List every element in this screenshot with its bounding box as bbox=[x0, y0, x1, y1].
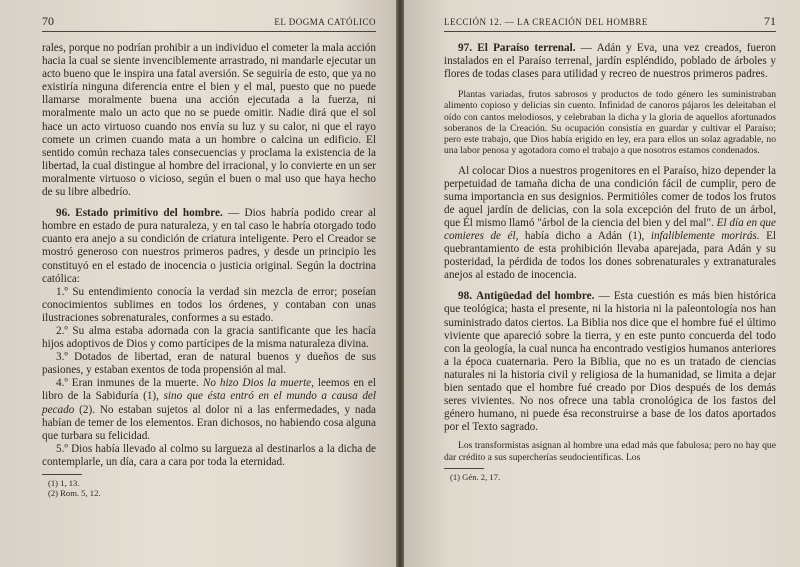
section-98 bbox=[444, 290, 776, 434]
section-96-number: 96. bbox=[56, 207, 70, 220]
section-98-title: Antigüedad del hombre. bbox=[476, 290, 595, 303]
paragraph-part-a: Al colocar Dios a nuestros progenitores en el Paraíso, hizo depender la perpetuidad de tamaña dicha de una condición fácil de cumplir, pero de suma importancia en sus designios. Permitióles comer de todos los frutos de aquel jardín de delicias, con la sola excepción del fruto de un árbol, que Él mismo llamó "árbol de la ciencia del bien y del mal". bbox=[444, 164, 776, 229]
paragraph-part-e: El quebrantamiento de esta prohibición llevaba aparejada, para Adán y su posteridad, la pérdida de todos los dones sobrenaturales y extranaturales anejos al estado de inocencia. bbox=[444, 229, 777, 282]
list-item-4-lead: 4.º Eran inmunes de la muerte. bbox=[56, 377, 203, 390]
right-page bbox=[404, 0, 800, 567]
list-item-2: 2.º Su alma estaba adornada con la gracia santificante que les hacía hijos adoptivos de Dios y como partícipes de la misma naturaleza divina. bbox=[42, 324, 376, 351]
left-running-head bbox=[42, 14, 376, 32]
left-footnote-1: (1) 1, 13. bbox=[48, 478, 80, 488]
right-footnote-rule bbox=[444, 468, 484, 469]
section-97 bbox=[444, 42, 776, 81]
list-item-4-tail: (2). No estaban sujetos al dolor ni a las enfermedades, y nada habían de temer de los elementos. Eran dichosos, no habiendo cosa alguna que turbara su felicidad. bbox=[42, 403, 376, 442]
section-96-title: Estado primitivo del hombre. bbox=[75, 207, 223, 220]
right-page-number: 71 bbox=[764, 14, 776, 28]
right-running-head bbox=[444, 14, 776, 32]
left-intro-paragraph: rales, porque no podrían prohibir a un individuo el cometer la mala acción hacia la cual se siente invenciblemente arrastrado, ni mandarle ejecutar un acto bueno que le inspira una fatal aversión. Se seguiría de esto, que ya no existiría ninguna diferencia entre el bien y el mal, puesto que no puede llamarse moralmente buena una acción ejecutada a la fuerza, ni moralmente malo un acto que no se puede omitir. Nadie dirá que el sol hace un acto virtuoso cuando nos envía su luz y su calor, ni que el rayo comete un crimen cuando mata a un hombre o calcina un edificio. El sentido común rechaza tales consecuencias y proclama la existencia de la libertad, la cual distingue al hombre del irracional, y lo convierte en un ser moralmente virtuoso o vicioso, según el buen o mal uso que haya hecho de su libre albedrío. bbox=[42, 42, 376, 199]
list-item-3: 3.º Dotados de libertad, eran de natural buenos y dueños de sus pasiones, y estaban exentos de toda propensión al mal. bbox=[42, 351, 376, 377]
left-page bbox=[0, 0, 396, 567]
section-97-text: — Adán y Eva, una vez creados, fueron instalados en el Paraíso terrenal, jardín espléndido, poblado de árboles y flores de todas clases para utilidad y recreo de nuestros primeros padres. bbox=[444, 42, 777, 81]
left-footnote-2: (2) Rom. 5, 12. bbox=[48, 488, 101, 498]
small-print-block-2 bbox=[444, 440, 776, 462]
right-header-title: LECCIÓN 12. — LA CREACIÓN DEL HOMBRE bbox=[444, 17, 648, 27]
small-print-paragraph-2: Los transformistas asignan al hombre una edad más que fabulosa; pero no hay que dar crédito a sus supercherías seudocientíficas. Los bbox=[444, 440, 776, 463]
section-96-text: — Dios habría podido crear al hombre en estado de pura naturaleza, y en tal caso le habría otorgado todo cuanto era anejo a su condición de criatura inteligente. Pero el Creador se mostró generoso con nuestros primeros padres, y desde un principio les constituyó en el estado de inocencia o justicia original. Según la doctrina católica: bbox=[42, 207, 377, 285]
list-item-4-quote-2: sino que ésta entró en el mundo a causa del pecado bbox=[42, 390, 376, 416]
section-97-number: 97. bbox=[458, 42, 472, 54]
list-item-5: 5.º Dios había llevado al colmo su largueza al destinarlos a la dicha de contemplarle, un día, cara a cara por toda la eternidad. bbox=[42, 442, 376, 468]
book-gutter bbox=[396, 0, 404, 567]
section-96 bbox=[42, 207, 376, 286]
small-print-paragraph: Plantas variadas, frutos sabrosos y productos de todo género les suministraban alimento copioso y delicias sin cuento. Infinidad de canoros pájaros les deleitaban el oído con cantos melodiosos, y celebraban la dicha y la gloria de aquellos afortunados soberanos de la Creación. Su ocupación consistía en guardar y cultivar el Paraíso; pero este trabajo, que Dios había erigido en ley, era para ellos un solaz agradable, no una labor penosa y agotadora como el trabajo a que nosotros estamos condenados. bbox=[444, 89, 776, 157]
right-footnotes bbox=[444, 472, 776, 482]
section-98-text: — Esta cuestión es más bien histórica que teológica; hasta el presente, ni la historia ni la paleontología nos han suministrado datos ciertos. La Biblia nos dice que el hombre fué el último viviente que apareció sobre la tierra, y en este punto concuerda del todo con la geología, la cual nunca ha encontrado vestigios humanos anteriores a la época cuaternaria. Pero la Biblia, que no es un tratado de ciencias naturales ni la historia civil y religiosa de la humanidad, se limita a dejar bien sentado que el hombre fué creado por Dios después de los demás seres vivientes. No nos ofrece una tabla cronológica de los fastos del género humano, ni puede ésa reconstruirse a base de los datos aportados por el Texto sagrado. bbox=[444, 290, 777, 434]
left-footnote-rule bbox=[42, 474, 82, 475]
small-print-block bbox=[444, 89, 776, 156]
paragraph-quote-2: infaliblemente morirás. bbox=[650, 229, 760, 242]
paragraph-quote-1: El día en que comieres de él, bbox=[444, 216, 776, 242]
left-header-title: EL DOGMA CATÓLICO bbox=[274, 17, 376, 27]
left-footnotes bbox=[42, 478, 376, 498]
left-page-number: 70 bbox=[42, 14, 54, 28]
section-97-title: El Paraíso terrenal. bbox=[477, 42, 576, 54]
right-footnote-1: (1) Gén. 2, 17. bbox=[450, 471, 501, 482]
section-98-number: 98. bbox=[458, 290, 472, 303]
list-item-4-mid: leemos en el libro de la Sabiduría (1), bbox=[42, 377, 376, 403]
list-item-4-quote-1: No hizo Dios la muerte, bbox=[202, 377, 314, 390]
paragraph-part-c: había dicho a Adán (1), bbox=[518, 229, 651, 242]
list-item-1: 1.º Su entendimiento conocía la verdad sin mezcla de error; poseían conocimientos sublimes en todos los órdenes, y contaban con unas ilustraciones sobrenaturales, conformes a su estado. bbox=[42, 285, 376, 324]
paradise-condition-paragraph bbox=[444, 165, 776, 283]
list-item-4 bbox=[42, 377, 376, 442]
